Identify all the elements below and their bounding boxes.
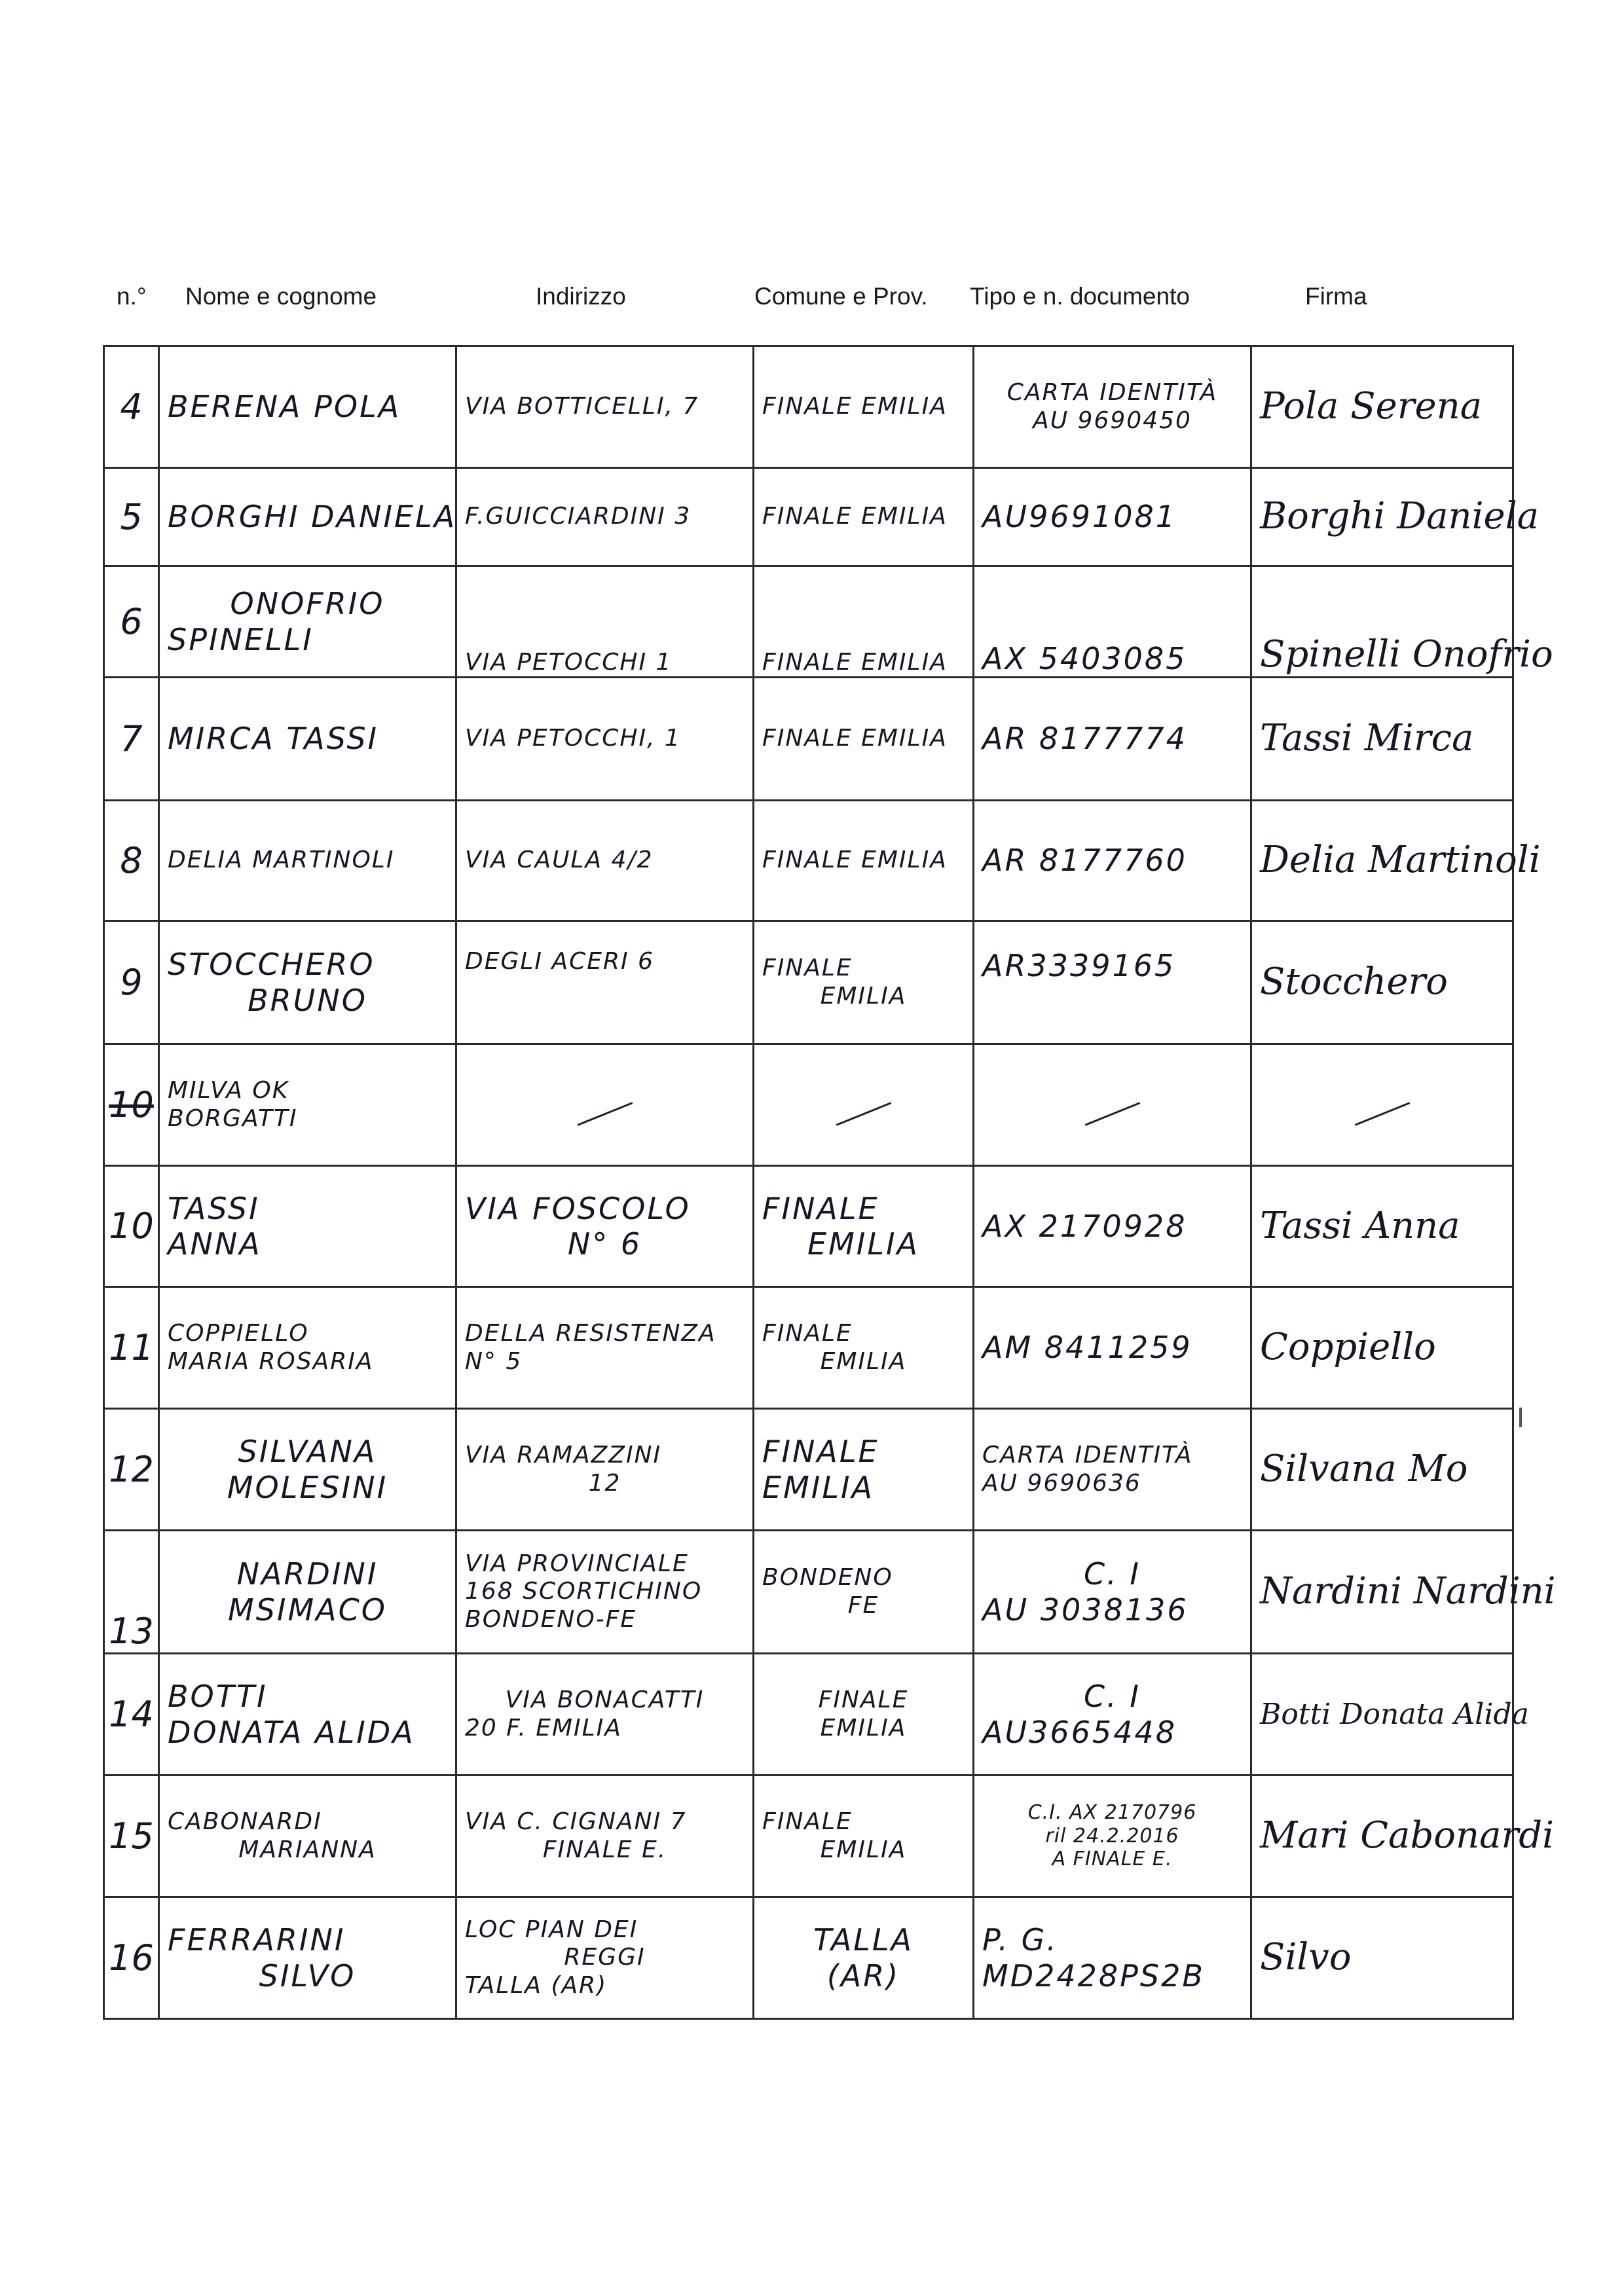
document-line: MD2428PS2B bbox=[982, 1958, 1205, 1994]
document-line: AR3339165 bbox=[982, 948, 1176, 983]
address-line: DELLA RESISTENZA bbox=[465, 1320, 716, 1347]
address-line: N° 6 bbox=[567, 1226, 642, 1262]
name-line: DONATA ALIDA bbox=[168, 1714, 415, 1750]
address-line: VIA BOTTICELLI, 7 bbox=[465, 393, 699, 420]
address-line: VIA C. CIGNANI 7 bbox=[465, 1808, 687, 1836]
name-cell bbox=[159, 1531, 456, 1654]
address-line: 168 SCORTICHINO bbox=[465, 1578, 703, 1605]
document-line: AU9691081 bbox=[982, 499, 1177, 535]
signature-cell bbox=[1251, 566, 1553, 678]
address-line: N° 5 bbox=[465, 1347, 523, 1375]
row-number: 10 bbox=[104, 1166, 159, 1287]
document-line: AM 8411259 bbox=[982, 1330, 1192, 1366]
name-cell bbox=[159, 678, 456, 801]
document-line: AU3665448 bbox=[982, 1714, 1177, 1750]
stray-pen-mark bbox=[1519, 1408, 1522, 1427]
name-cell bbox=[159, 1409, 456, 1531]
comune-cell bbox=[754, 678, 974, 801]
name-cell bbox=[159, 1287, 456, 1409]
comune-line: FE bbox=[847, 1592, 879, 1619]
name-line: BORGHI DANIELA bbox=[168, 499, 457, 535]
document-cell bbox=[974, 1287, 1251, 1409]
signature-cell bbox=[1251, 1044, 1513, 1166]
comune-line: EMILIA bbox=[820, 982, 907, 1010]
document-cell bbox=[974, 468, 1251, 566]
address-cell bbox=[456, 1531, 754, 1654]
comune-line: BONDENO bbox=[762, 1564, 893, 1592]
address-cell bbox=[456, 1287, 754, 1409]
table-row bbox=[104, 801, 1513, 921]
comune-cell bbox=[754, 801, 974, 921]
signature-cell bbox=[1251, 468, 1539, 566]
document-cell bbox=[974, 1776, 1251, 1897]
address-line: VIA CAULA 4/2 bbox=[465, 847, 654, 874]
address-line: VIA RAMAZZINI bbox=[465, 1442, 662, 1469]
table-row bbox=[104, 1409, 1513, 1531]
comune-line: FINALE EMILIA bbox=[762, 725, 948, 752]
name-cell bbox=[159, 1654, 456, 1776]
document-line: AU 9690636 bbox=[982, 1469, 1141, 1497]
document-line: C. I bbox=[1084, 1679, 1141, 1715]
signature-cell bbox=[1251, 801, 1541, 921]
name-cell bbox=[159, 801, 456, 921]
comune-cell bbox=[754, 468, 974, 566]
comune-cell bbox=[754, 1044, 974, 1166]
name-line: STOCCHERO bbox=[168, 947, 375, 983]
signature-cell bbox=[1251, 1897, 1513, 2019]
handwritten-signature: Mari Cabonardi bbox=[1260, 1814, 1554, 1857]
signature-cell bbox=[1251, 1654, 1529, 1776]
document-line: AU 9690450 bbox=[1033, 407, 1192, 434]
comune-line: FINALE EMILIA bbox=[762, 503, 948, 530]
document-line: AR 8177774 bbox=[982, 721, 1187, 757]
name-line: SILVANA bbox=[238, 1434, 377, 1470]
document-cell bbox=[974, 678, 1251, 801]
address-line: REGGI bbox=[564, 1944, 646, 1971]
name-line: MSIMACO bbox=[228, 1592, 387, 1628]
address-cell bbox=[456, 921, 754, 1044]
name-line: DELIA MARTINOLI bbox=[168, 847, 395, 874]
document-cell bbox=[974, 1654, 1251, 1776]
name-line: TASSI bbox=[168, 1190, 260, 1226]
name-line: NARDINI bbox=[236, 1556, 378, 1592]
row-number: 8 bbox=[104, 801, 159, 921]
row-number: 5 bbox=[104, 468, 159, 566]
comune-cell bbox=[754, 1409, 974, 1531]
empty-dash bbox=[1084, 1102, 1140, 1126]
document-line: AX 5403085 bbox=[982, 640, 1187, 676]
signature-cell bbox=[1251, 678, 1513, 801]
document-cell bbox=[974, 1166, 1251, 1287]
handwritten-signature: Tassi Anna bbox=[1260, 1204, 1460, 1247]
signature-cell bbox=[1251, 346, 1513, 468]
address-cell bbox=[456, 1044, 754, 1166]
empty-dash bbox=[1354, 1102, 1410, 1126]
signature-cell bbox=[1251, 1287, 1513, 1409]
name-line: CABONARDI bbox=[168, 1808, 322, 1836]
name-line: BRUNO bbox=[248, 982, 367, 1018]
document-cell bbox=[974, 1044, 1251, 1166]
table-row bbox=[104, 1287, 1513, 1409]
comune-line: (AR) bbox=[826, 1958, 900, 1994]
name-cell bbox=[159, 1776, 456, 1897]
handwritten-signature: Pola Serena bbox=[1260, 385, 1483, 428]
table-row bbox=[104, 1166, 1513, 1287]
comune-line: EMILIA bbox=[762, 1469, 874, 1505]
address-line: VIA PETOCCHI 1 bbox=[465, 648, 673, 676]
table-row bbox=[104, 468, 1513, 566]
name-cell bbox=[159, 346, 456, 468]
comune-line: FINALE bbox=[818, 1686, 909, 1714]
name-line: COPPIELLO bbox=[168, 1320, 309, 1347]
table-row bbox=[104, 921, 1513, 1044]
table-row bbox=[104, 1897, 1513, 2019]
handwritten-signature: Botti Donata Alida bbox=[1260, 1697, 1529, 1731]
table-row bbox=[104, 1654, 1513, 1776]
header-comune: Comune e Prov. bbox=[754, 283, 928, 310]
address-line: BONDENO-FE bbox=[465, 1605, 637, 1633]
comune-line: FINALE bbox=[762, 1808, 853, 1836]
handwritten-signature: Nardini Nardini bbox=[1260, 1570, 1556, 1613]
address-line: 20 F. EMILIA bbox=[465, 1714, 622, 1741]
document-line: C. I bbox=[1084, 1556, 1141, 1592]
address-line: VIA FOSCOLO bbox=[465, 1190, 691, 1226]
handwritten-signature: Spinelli Onofrio bbox=[1260, 632, 1553, 676]
comune-line: FINALE EMILIA bbox=[762, 393, 948, 420]
name-cell bbox=[159, 921, 456, 1044]
address-cell bbox=[456, 801, 754, 921]
comune-cell bbox=[754, 566, 974, 678]
row-number: 14 bbox=[104, 1654, 159, 1776]
row-number: 4 bbox=[104, 346, 159, 468]
address-cell bbox=[456, 1776, 754, 1897]
table-row bbox=[104, 678, 1513, 801]
row-number: 9 bbox=[104, 921, 159, 1044]
row-number: 16 bbox=[104, 1897, 159, 2019]
address-line: VIA BONACATTI bbox=[505, 1686, 705, 1714]
address-cell bbox=[456, 566, 754, 678]
signature-table bbox=[103, 345, 1556, 2020]
address-cell bbox=[456, 678, 754, 801]
document-line: C.I. AX 2170796 bbox=[1027, 1801, 1197, 1825]
comune-cell bbox=[754, 1531, 974, 1654]
address-line: VIA PROVINCIALE bbox=[465, 1550, 689, 1577]
header-signature: Firma bbox=[1305, 283, 1367, 310]
row-number: 15 bbox=[104, 1776, 159, 1897]
document-line: AU 3038136 bbox=[982, 1592, 1189, 1628]
comune-line: EMILIA bbox=[820, 1714, 907, 1741]
comune-cell bbox=[754, 346, 974, 468]
comune-line: FINALE EMILIA bbox=[762, 648, 948, 676]
comune-line: EMILIA bbox=[820, 1347, 907, 1375]
table-row bbox=[104, 1044, 1513, 1166]
name-line: BERENA POLA bbox=[168, 389, 401, 425]
name-line: BOTTI bbox=[168, 1679, 268, 1715]
document-cell bbox=[974, 566, 1251, 678]
table-row bbox=[104, 566, 1513, 678]
address-line: FINALE E. bbox=[542, 1836, 667, 1863]
table-row bbox=[104, 1531, 1513, 1654]
address-line: F.GUICCIARDINI 3 bbox=[465, 503, 692, 530]
document-cell bbox=[974, 1531, 1251, 1654]
row-number: 7 bbox=[104, 678, 159, 801]
name-cell bbox=[159, 1166, 456, 1287]
name-cell bbox=[159, 1897, 456, 2019]
document-cell bbox=[974, 921, 1251, 1044]
comune-line: FINALE bbox=[762, 1434, 879, 1470]
comune-cell bbox=[754, 921, 974, 1044]
empty-dash bbox=[577, 1102, 633, 1126]
comune-cell bbox=[754, 1166, 974, 1287]
document-line: CARTA IDENTITÀ bbox=[1006, 379, 1218, 407]
comune-cell bbox=[754, 1897, 974, 2019]
name-line: MARIANNA bbox=[238, 1836, 377, 1863]
address-cell bbox=[456, 1897, 754, 2019]
row-number: 10 bbox=[104, 1044, 159, 1166]
header-num: n.° bbox=[117, 283, 147, 310]
name-line: MARIA ROSARIA bbox=[168, 1347, 374, 1375]
row-number: 6 bbox=[104, 566, 159, 678]
handwritten-signature: Borghi Daniela bbox=[1260, 495, 1539, 538]
comune-line: FINALE bbox=[762, 1320, 853, 1347]
document-line: AX 2170928 bbox=[982, 1208, 1187, 1244]
document-cell bbox=[974, 1409, 1251, 1531]
document-line: CARTA IDENTITÀ bbox=[982, 1442, 1193, 1469]
header-address: Indirizzo bbox=[536, 283, 626, 310]
address-line: 12 bbox=[588, 1469, 621, 1497]
address-cell bbox=[456, 1654, 754, 1776]
signature-cell bbox=[1251, 1776, 1554, 1897]
document-line: AR 8177760 bbox=[982, 843, 1187, 879]
handwritten-signature: Stocchero bbox=[1260, 960, 1448, 1004]
table-row bbox=[104, 1776, 1513, 1897]
address-line: LOC PIAN DEI bbox=[465, 1916, 638, 1943]
handwritten-signature: Delia Martinoli bbox=[1260, 839, 1541, 882]
comune-line: EMILIA bbox=[807, 1226, 919, 1262]
comune-line: FINALE bbox=[762, 955, 853, 982]
comune-line: TALLA bbox=[813, 1922, 914, 1958]
document-cell bbox=[974, 801, 1251, 921]
table-row bbox=[104, 346, 1513, 468]
handwritten-signature: Tassi Mirca bbox=[1260, 717, 1474, 760]
handwritten-signature: Coppiello bbox=[1260, 1326, 1436, 1369]
name-cell bbox=[159, 1044, 456, 1166]
name-line: MIRCA TASSI bbox=[168, 721, 379, 757]
row-number: 11 bbox=[104, 1287, 159, 1409]
signature-cell bbox=[1251, 1166, 1513, 1287]
row-number: 13 bbox=[104, 1531, 159, 1654]
comune-line: FINALE EMILIA bbox=[762, 847, 948, 874]
comune-line: EMILIA bbox=[820, 1836, 907, 1863]
document-cell bbox=[974, 346, 1251, 468]
address-line: VIA PETOCCHI, 1 bbox=[465, 725, 681, 752]
header-document: Tipo e n. documento bbox=[970, 283, 1190, 310]
header-name: Nome e cognome bbox=[185, 283, 377, 310]
name-line: SILVO bbox=[259, 1958, 356, 1994]
address-cell bbox=[456, 468, 754, 566]
document-line: P. G. bbox=[982, 1922, 1058, 1958]
document-line: A FINALE E. bbox=[1052, 1848, 1173, 1871]
name-line: BORGATTI bbox=[168, 1104, 298, 1132]
comune-cell bbox=[754, 1654, 974, 1776]
name-cell bbox=[159, 468, 456, 566]
name-line: MOLESINI bbox=[227, 1469, 388, 1505]
address-cell bbox=[456, 1409, 754, 1531]
comune-cell bbox=[754, 1287, 974, 1409]
name-cell bbox=[159, 566, 456, 678]
signature-cell bbox=[1251, 921, 1513, 1044]
document-line: ril 24.2.2016 bbox=[1045, 1824, 1179, 1848]
row-number: 12 bbox=[104, 1409, 159, 1531]
address-line: DEGLI ACERI 6 bbox=[465, 948, 654, 975]
name-line: MILVA OK bbox=[168, 1077, 289, 1104]
handwritten-signature: Silvana Mo bbox=[1260, 1448, 1468, 1491]
document-cell bbox=[974, 1897, 1251, 2019]
handwritten-signature: Silvo bbox=[1260, 1936, 1352, 1979]
address-cell bbox=[456, 1166, 754, 1287]
name-line: ONOFRIO bbox=[230, 586, 385, 622]
name-line: ANNA bbox=[168, 1226, 262, 1262]
signature-cell bbox=[1251, 1409, 1513, 1531]
comune-cell bbox=[754, 1776, 974, 1897]
address-line: TALLA (AR) bbox=[465, 1971, 608, 1999]
name-line: FERRARINI bbox=[168, 1922, 346, 1958]
signature-cell bbox=[1251, 1531, 1556, 1654]
empty-dash bbox=[836, 1102, 891, 1126]
address-cell bbox=[456, 346, 754, 468]
name-line: SPINELLI bbox=[168, 621, 314, 657]
comune-line: FINALE bbox=[762, 1190, 879, 1226]
